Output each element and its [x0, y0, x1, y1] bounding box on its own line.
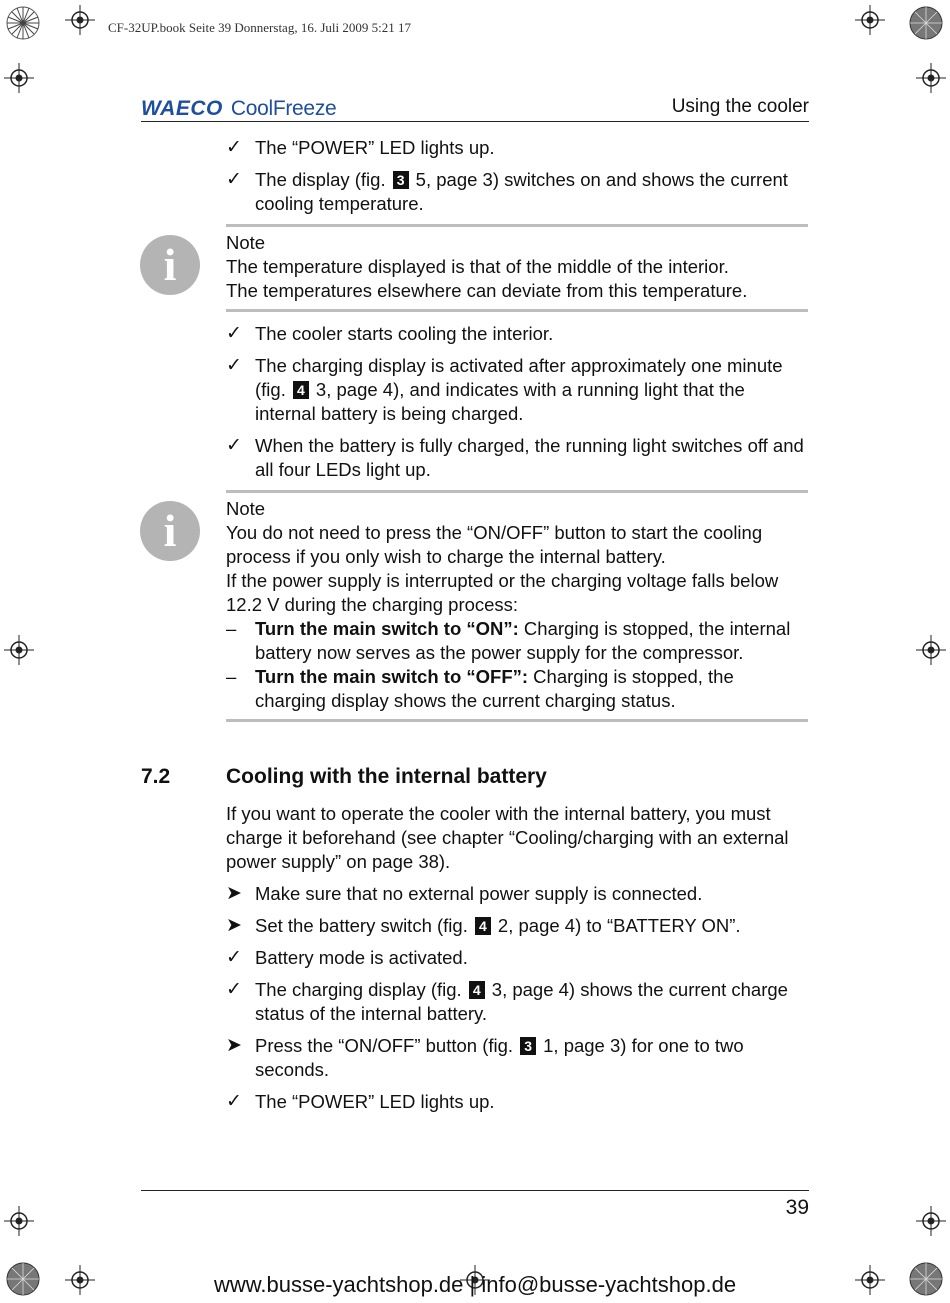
- list-item-text: Make sure that no external power supply is connected.: [255, 883, 703, 904]
- registration-mark-icon: [65, 5, 95, 35]
- list-item-text: When the battery is fully charged, the running light switches off and all four LEDs light up.: [255, 435, 804, 480]
- dash-item-text: Charging is stopped, the charging display shows the current charging status.: [255, 666, 734, 711]
- note-line: The temperature displayed is that of the middle of the interior.: [226, 256, 729, 277]
- figure-ref-badge: 3: [520, 1037, 536, 1055]
- figure-ref-badge: 4: [469, 981, 485, 999]
- note-paragraph: If the power supply is interrupted or the charging voltage falls below 12.2 V during the charging process:: [226, 570, 779, 615]
- list-item-text: Set the battery switch (fig.: [255, 915, 473, 936]
- list-item: [226, 434, 808, 482]
- check-icon: ✓: [226, 355, 242, 376]
- list-item: [226, 978, 808, 1026]
- footer-web-link[interactable]: www.busse-yachtshop.de | info@busse-yachtshop.de: [213, 1272, 737, 1297]
- dash-item-bold: Turn the main switch to “OFF”:: [255, 666, 529, 687]
- check-icon: ✓: [226, 137, 242, 158]
- list-item-text: 1, page 3) for one to two seconds.: [255, 1035, 744, 1080]
- list-item: [226, 882, 808, 906]
- list-item: [226, 136, 808, 160]
- dash-item-bold: Turn the main switch to “ON”:: [255, 618, 519, 639]
- check-icon: ✓: [226, 323, 242, 344]
- running-section-title: Using the cooler: [671, 96, 809, 117]
- list-item-text: Battery mode is activated.: [255, 947, 468, 968]
- list-item-text: 5, page 3) switches on and shows the current cooling temperature.: [255, 169, 788, 214]
- list-item-text: The “POWER” LED lights up.: [255, 137, 495, 158]
- check-icon: ✓: [226, 947, 242, 968]
- check-icon: ✓: [226, 979, 242, 1000]
- list-item-text: 2, page 4) to “BATTERY ON”.: [492, 915, 741, 936]
- arrow-icon: ➤: [226, 915, 242, 936]
- list-item-text: 3, page 4), and indicates with a running light that the internal battery is being charged.: [255, 379, 745, 424]
- registration-mark-icon: [4, 63, 34, 93]
- dash-marker: –: [226, 618, 237, 639]
- registration-mark-icon: [916, 1206, 946, 1236]
- check-icon: ✓: [226, 1091, 242, 1112]
- figure-ref-badge: 3: [393, 171, 409, 189]
- dash-marker: –: [226, 666, 237, 687]
- footer-rule: [141, 1190, 809, 1191]
- section-number: 7.2: [141, 765, 171, 788]
- content-upper: [163, 136, 808, 732]
- list-item-text: The “POWER” LED lights up.: [255, 1091, 495, 1112]
- note-paragraph: You do not need to press the “ON/OFF” button to start the cooling process if you only wish to charge the internal battery.: [226, 522, 763, 567]
- info-icon: i: [140, 235, 200, 295]
- note-block: [163, 224, 808, 312]
- page-number: 39: [785, 1196, 809, 1219]
- brand-name: WAECO: [141, 97, 223, 120]
- list-item: [226, 322, 808, 346]
- list-item-text: The charging display is activated after approximately one minute (fig.: [255, 355, 783, 400]
- section-heading: Cooling with the internal battery: [226, 765, 547, 788]
- arrow-icon: ➤: [226, 1035, 242, 1056]
- note-heading: Note: [226, 232, 266, 253]
- arrow-icon: ➤: [226, 883, 242, 904]
- registration-mark-icon: [855, 5, 885, 35]
- list-item-text: The display (fig.: [255, 169, 391, 190]
- header-rule: [141, 121, 809, 122]
- list-item: [226, 1090, 808, 1114]
- registration-mark-icon: [4, 1206, 34, 1236]
- list-item-text: 3, page 4) shows the current charge status of the internal battery.: [255, 979, 788, 1024]
- info-icon: i: [140, 501, 200, 561]
- note-heading: Note: [226, 498, 266, 519]
- dash-item: [226, 665, 808, 713]
- figure-ref-badge: 4: [475, 917, 491, 935]
- print-header: CF-32UP.book Seite 39 Donnerstag, 16. Juli 2009 5:21 17: [108, 20, 411, 35]
- rosette-mark-icon: [6, 6, 40, 40]
- brand-product: CoolFreeze: [230, 97, 337, 120]
- list-item: [226, 914, 808, 938]
- list-item: [226, 1034, 808, 1082]
- check-icon: ✓: [226, 169, 242, 190]
- registration-mark-icon: [916, 63, 946, 93]
- registration-mark-icon: [916, 635, 946, 665]
- list-item-text: The cooler starts cooling the interior.: [255, 323, 554, 344]
- figure-ref-badge: 4: [293, 381, 309, 399]
- rosette-mark-icon: [909, 6, 943, 40]
- dash-item: [226, 617, 808, 665]
- list-item-text: The charging display (fig.: [255, 979, 467, 1000]
- note-block: [163, 490, 808, 722]
- registration-mark-icon: [4, 635, 34, 665]
- check-icon: ✓: [226, 435, 242, 456]
- list-item: [226, 354, 808, 426]
- brand-logo: [141, 97, 336, 121]
- list-item-text: Press the “ON/OFF” button (fig.: [255, 1035, 519, 1056]
- note-line: The temperatures elsewhere can deviate from this temperature.: [226, 280, 748, 301]
- dash-item-text: Charging is stopped, the internal battery now serves as the power supply for the compressor.: [255, 618, 791, 663]
- section-intro: If you want to operate the cooler with the internal battery, you must charge it beforehand (see chapter “Cooling/charging with an external power supply” on page 38).: [226, 803, 789, 872]
- content-lower: [226, 802, 808, 1122]
- list-item: [226, 946, 808, 970]
- list-item: [226, 168, 808, 216]
